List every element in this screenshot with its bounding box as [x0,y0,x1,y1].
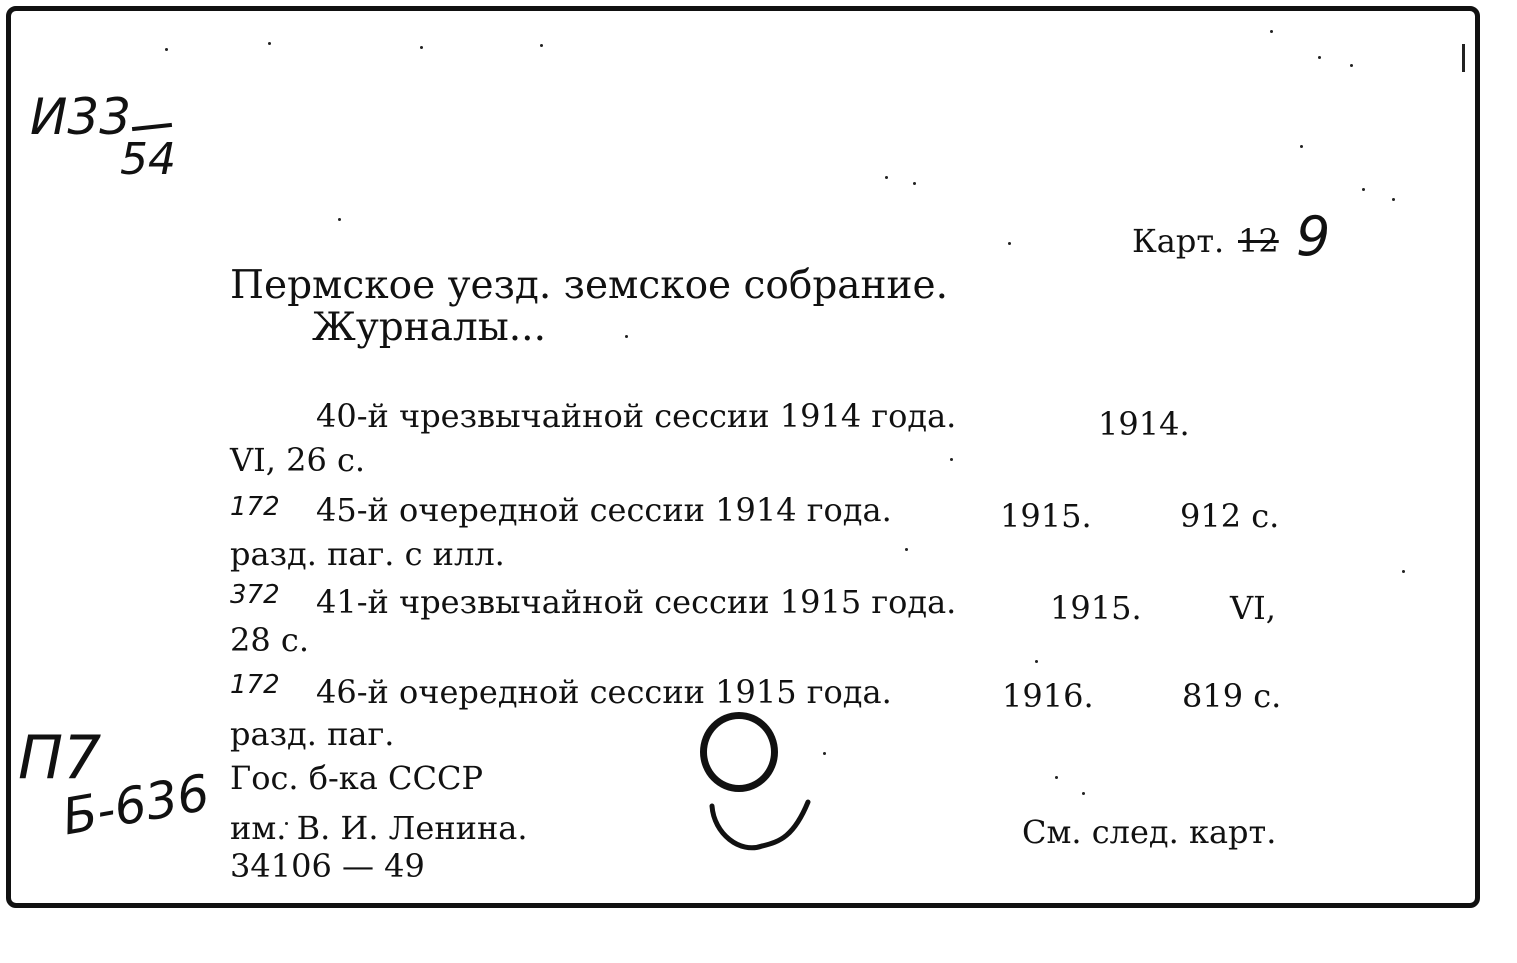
entry-3-pages-start: VI, [1230,589,1276,627]
entry-4-pages: 819 с. [1182,677,1282,715]
edge-mark [1462,44,1465,72]
entry-3-pages-end: 28 с. [230,621,309,659]
entry-1-title: 40-й чрезвычайной сессии 1914 года. [316,397,957,435]
entry-2-year: 1915. [1000,497,1092,535]
entry-4-notes: разд. паг. [230,715,395,753]
footer-library-line-1: Гос. б-ка СССР [230,759,484,797]
handwritten-shelfmark-bottom: 54 [120,134,176,185]
entry-3-title: 41-й чрезвычайной сессии 1915 года. [316,583,957,621]
entry-3-year: 1915. [1050,589,1142,627]
see-next-card: См. след. карт. [1022,813,1277,851]
handwritten-card-number: 9 [1296,205,1331,268]
handwritten-side-code: П7 [18,723,102,793]
entry-2-notes: разд. паг. с илл. [230,535,505,573]
heading-subtitle: Журналы... [312,305,546,350]
entry-1-year: 1914. [1098,405,1190,443]
entry-4-title: 46-й очередной сессии 1915 года. [316,673,892,711]
heading-title: Пермское уезд. земское собрание. [230,263,949,308]
punched-hole-ring [700,712,778,792]
stamp-arc-icon [700,796,820,866]
handwritten-shelfmark-top: И33 [30,88,132,146]
entry-4-year: 1916. [1002,677,1094,715]
footer-code: 34106 — 49 [230,847,425,885]
entry-2-title: 45-й очередной сессии 1914 года. [316,491,892,529]
handwritten-side-code-2: Б-636 [58,763,214,847]
entry-1-extent: VI, 26 с. [230,441,366,479]
entry-3-handwritten-mark: 372 [230,580,280,610]
entry-4-handwritten-mark: 172 [230,670,280,700]
card-old-number: 12 [1238,222,1279,260]
card-label: Карт. [1132,222,1225,260]
entry-2-handwritten-mark: 172 [230,492,280,522]
entry-2-pages: 912 с. [1180,497,1280,535]
footer-library-line-2: им. В. И. Ленина. [230,809,528,847]
